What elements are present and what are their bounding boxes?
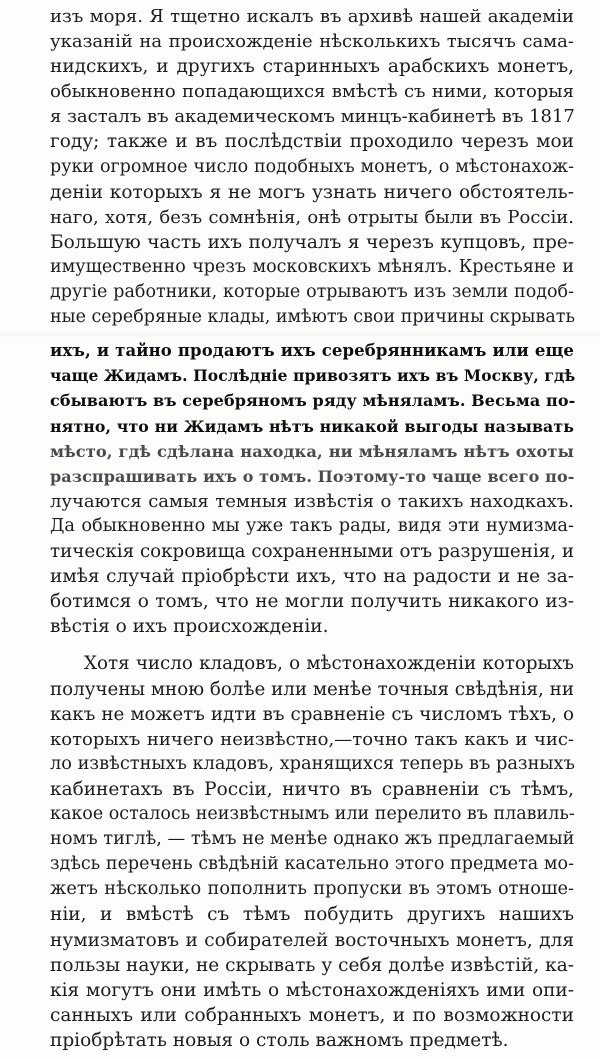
text-line: ные серебряные клады, имѣютъ свои причины скрывать [50, 307, 575, 328]
text-line: изъ моря. Я тщетно искалъ въ архивѣ нашей академіи [50, 6, 574, 27]
text-line: обыкновенно попадающихся вмѣстѣ съ ними, которыя [50, 81, 574, 103]
text-line: нумизматовъ и собирателей восточныхъ монетъ, для [50, 929, 574, 951]
text-line: другіе работники, которые отрываютъ изъ земли подоб- [50, 282, 574, 303]
text-line: наго, хотя, безъ сомнѣнія, онѣ отрыты были въ Россіи. [50, 206, 574, 228]
text-line: имѣя случай пріобрѣсти ихъ, что на радости и не за- [50, 566, 574, 588]
text-line: пріобрѣтать новыя о столь важномъ предметѣ. [50, 1029, 509, 1051]
text-line: лучаются самыя темныя извѣстія о такихъ находкахъ. [50, 490, 574, 512]
text-line: Большую часть ихъ получалъ я черезъ купцовъ, пре- [50, 231, 574, 253]
text-line: нятно, что ни Жидамъ нѣтъ никакой выгоды называть [50, 416, 574, 436]
text-line: сбываютъ въ серебряномъ ряду мѣняламъ. Весьма по- [50, 391, 576, 411]
text-line: какое осталось неизвѣстнымъ или перелито въ плавиль- [50, 804, 575, 825]
text-line: которыхъ ничего неизвѣстно,—точно такъ какъ и чис- [50, 728, 574, 750]
text-line: руки огромное число подобныхъ монетъ, о мѣстонахож- [50, 156, 574, 177]
text-line: номъ тиглѣ, — тѣмъ не менѣе однако жъ предлагаемый [50, 829, 575, 850]
text-line: кабинетахъ въ Россіи, ничто въ сравненіи съ тѣмъ, [50, 778, 574, 800]
text-line: ніи, и вмѣстѣ съ тѣмъ побудить другихъ нашихъ [50, 904, 574, 926]
text-line: нидскихъ, и другихъ старинныхъ арабскихъ монетъ, [50, 56, 574, 78]
page-scan-seam [0, 330, 600, 338]
text-line: ихъ, и тайно продаютъ ихъ серебрянникамъ или еще [50, 341, 574, 361]
text-line: какъ не можетъ идти въ сравненіе съ числомъ тѣхъ, о [50, 703, 574, 725]
text-line: Да обыкновенно мы уже такъ рады, видя эти нумизма- [50, 515, 574, 536]
text-line: вѣстія о ихъ происхожденіи. [50, 616, 329, 638]
text-line: чаще Жидамъ. Послѣдніе привозятъ ихъ въ Москву, гдѣ [50, 366, 576, 386]
text-line: тическія сокровища сохраненными отъ разрушенія, и [50, 541, 574, 563]
text-line: ботимся о томъ, что не могли получить никакого из- [50, 591, 574, 613]
text-line: Хотя число кладовъ, о мѣстонахожденіи которыхъ [84, 653, 574, 675]
text-line: разспрашивать ихъ о томъ. Поэтому-то чаще всего по- [50, 466, 575, 486]
text-line: указаній на происхожденіе нѣсколькихъ тысячъ сама- [50, 31, 574, 53]
text-line: жетъ нѣсколько пополнить пропуски въ этомъ отноше- [50, 879, 574, 900]
text-line: я засталъ въ академическомъ минцъ-кабинетѣ въ 1817 [50, 106, 575, 128]
text-line: кія могутъ они имѣть о мѣстонахожденіяхъ ими опи- [50, 979, 574, 1001]
text-line: имущественно чрезъ московскихъ мѣнялъ. Крестьяне и [50, 256, 574, 277]
text-line: ло извѣстныхъ кладовъ, хранящихся теперь въ разныхъ [50, 753, 575, 774]
text-line: пользы науки, не скрывать у себя долѣе извѣстій, ка- [50, 954, 574, 976]
text-line: году; также и въ послѣдствіи проходило черезъ мои [50, 131, 574, 153]
text-line: деніи которыхъ я не могъ узнать ничего обстоятель- [50, 181, 574, 203]
text-line: получены мною болѣе или менѣе точныя свѣдѣнія, ни [50, 678, 574, 700]
text-line: здѣсь перечень свѣдѣній касательно этого предмета мо- [50, 854, 574, 875]
text-line: санныхъ или собранныхъ монетъ, и по возможности [50, 1004, 574, 1026]
text-line: мѣсто, гдѣ сдѣлана находка, ни мѣняламъ нѣтъ охоты [50, 441, 574, 461]
